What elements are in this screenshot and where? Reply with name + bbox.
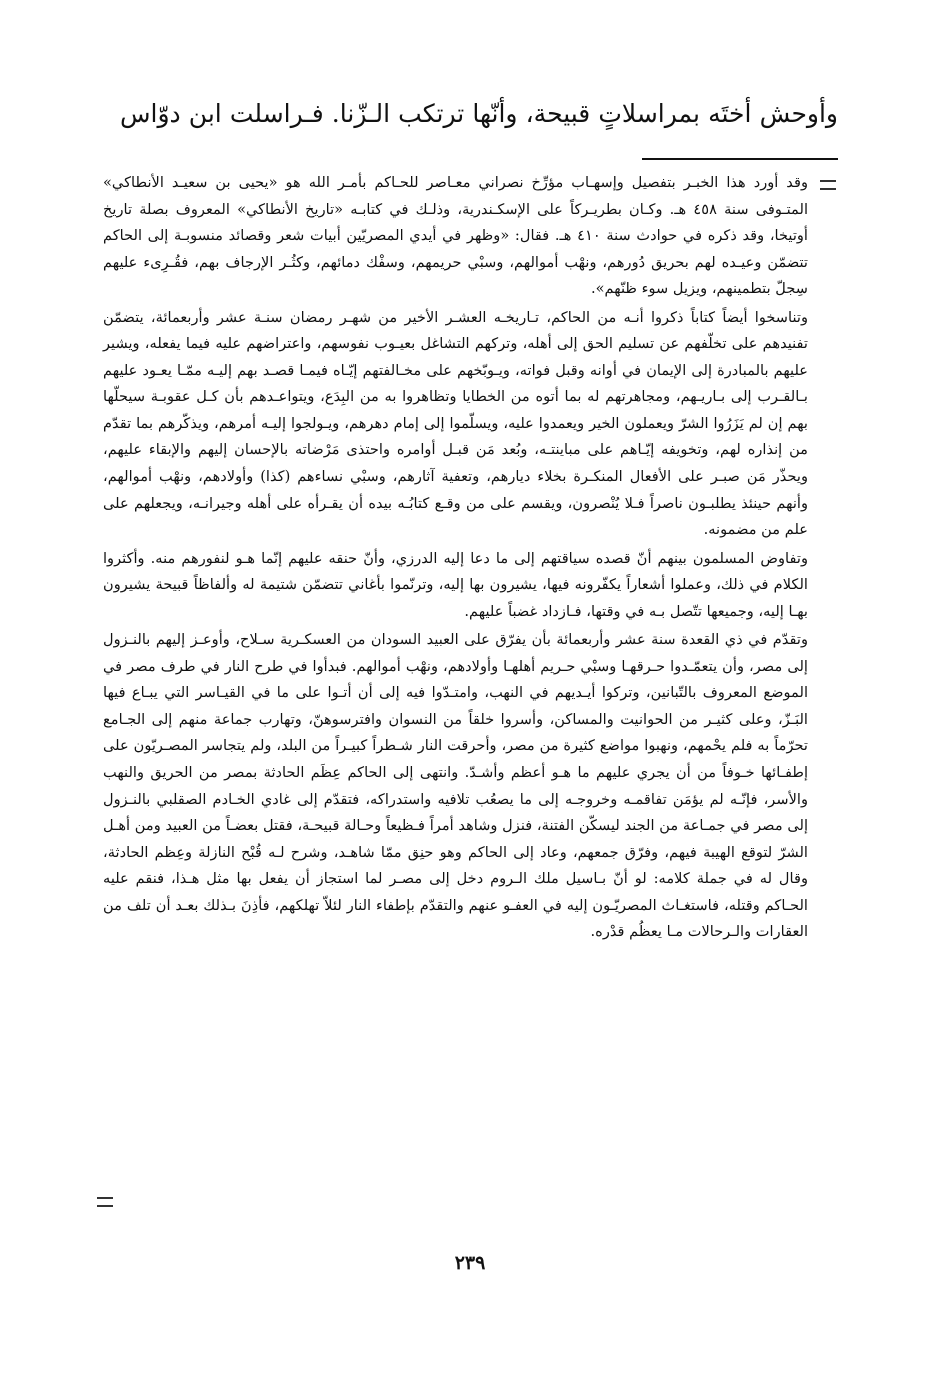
main-text-line: وأوحش أختَه بمراسلاتٍ قبيحة، وأنّها ترتكب الـزّنا. فـراسلت ابن دوّاس	[120, 99, 838, 128]
margin-mark-top-icon	[820, 180, 836, 190]
footnote-paragraph-2: وتناسخوا أيضاً كتاباً ذكروا أنـه من الحاكم، تـاريخـه العشـر الأخير من شهـر رمضان سنـة عشر وأربعمائة، يتضمّن تفنيدهم على تخلّفهم عن تسليم الحق إلى أهله، وتركهم التشاغل بعيـوب نفوسهم، واعتراضهم عليه فيما يفعله، ويشير عليهم بالمبادرة إلى الإيمان في أوانه وقبل فواته، ويـوبّخهم على مخـالفتهم إيّـاه فيمـا قصـد بهم إليـه ممّـا يعـود عليهم بـالقـرب إلى بـاريـهم، ومجاهرتهم له بما أتوه من الخطايا وتظاهروا به من البِدَع، ويتواعـدهم بأن كـل عقوبـة سيحلّها بهم إن لم يَزَرُوا الشرّ ويعملون الخير ويعمدوا عليه، ويسلّموا إلى إمام دهرهم، ويـولجوا إليـه أمرهم، ويذكّرهم بما تقدّم من إنذاره لهم، وتخويفه إيّـاهم على مباينتـه، وبُعد مَن قبـل أوامره واحتذى مَرْضاته بالإحسان إليهم والإبقاء عليهم، ويحذّر مَن صبـر على الأفعال المنكـرة بخلاء ديارهم، وتعفية آثارهم، وسبْي نساءهم (كذا) وأولادهم، ونهْب أموالهم، وأنهم حينئذ يطلبـون ناصراً فـلا يُنْصرون، ويقسم على من وقـع كتابُـه بيده أن يقـرأه على أهله وجيرانـه، ويجعلهم على علم من مضمونه.	[103, 308, 808, 539]
margin-mark-bottom-icon	[97, 1197, 113, 1207]
page-number: ٢٣٩	[454, 1252, 486, 1274]
footnote-paragraph-4: وتقدّم في ذي القعدة سنة عشر وأربعمائة بأن يفرّق على العبيد السودان من العسكـرية سـلاح، وأوعـز إليهم بالنـزول إلى مصر، وأن يتعمّـدوا حـرقهـا وسبْي حـريم أهلهـا وأولادهم، ونهْب أموالهم. فبدأوا في طرح النار في طرف مصر في الموضع المعروف بالتّبانين، وتركوا أيـديهم في النهب، وامتـدّوا فيه إلى أن أتـوا على ما في القيـاسر التي يبـاع فيها البَـزّ، وعلى كثيـر من الحوانيت والمساكن، وأسروا خلقاً من النسوان وافترسوهنّ، وتهارب جماعة منهم إلى الجـامع تحرّماً به فلم يحْمهم، ونهبوا مواضع كثيرة من مصر، وأحرقت النار شـطراً كبيـراً من البلد، ولم يتجاسر المصـريّون على إطفـائها خـوفاً من أن يجري عليهم ما هـو أعظم وأشـدّ. وانتهى إلى الحاكم عِظَم الحادثة بمصر من الحريق والنهب والأسر، فإنّـه لم يؤمَن تفاقمـه وخروجـه إلى ما يصعُب تلافيه واستدراكه، فتقدّم إلى غادي الخـادم الصقلبي بالنـزول إلى مصر في جمـاعة من الجند ليسكّن الفتنة، فنزل وشاهد أمراً فـظيعاً وحـالة قبيحـة، فقتل بعضـاً من العبيد ومن أهـل الشرّ لتوقع الهيبة فيهم، وفرّق جمعهم، وعاد إلى الحاكم وهو حنِق ممّا شاهـد، وشرح لـه قُبْح النازلة وعِظم الحادثة، وقال له في جملة كلامه: لو أنّ بـاسيل ملك الـروم دخل إلى مصـر لما استجاز أن يفعل بها مثل هـذا، فنقم عليه الحـاكم وقتله، فاستغـاث المصريّـون إليه في العفـو عنهم والتقدّم بإطفاء النار لئلاّ تهلكهم، فأذِنَ بـذلك بعـد أن تلف من العقارات والـرحالات مـا يعظُم قدْره.	[103, 631, 808, 941]
footnote-divider	[642, 158, 838, 160]
footnote-paragraph-3: وتفاوض المسلمون بينهم أنّ قصده سياقتهم إلى ما دعا إليه الدرزي، وأنّ حنقه عليهم إنّما هـو لنفورهم منه. وأكثروا الكلام في ذلك، وعملوا أشعاراً يكفّرونه فيها، يشيرون بها إليه، وترنّموا بأغاني تتضمّن شتيمة له وألفاظاً قبيحة يشيرون بهـا إليه، وجميعها تتّصل بـه في وقتها، فـازداد غضباً عليهم.	[103, 549, 808, 620]
footnotes-block	[103, 170, 808, 948]
footnote-paragraph-1: وقد أورد هذا الخبـر بتفصيل وإسهـاب مؤرِّخ نصراني معـاصر للحـاكم بأمـر الله هو «يحيى بن سعيـد الأنطاكي» المتـوفى سنة ٤٥٨ هـ. وكـان بطريـركاً على الإسكـندرية، وذلـك في كتابـه «تاريخ الأنطاكي» المعروف بصلة تاريخ أوتيخا، وقد ذكره في حوادث سنة ٤١٠ هـ. فقال: «وظهر في أيدي المصريّين أبيات شعر وقصائد منسوبـة إلى الحاكم تتضمّن وعيـده لهم بحريق دُورهم، ونهْب أموالهم، وسبْي حريمهم، وسفْك دمائهم، وكثُـر الإرجاف بهم، فقُـرِىء عليهم سِجلّ بتطمينهم، ويزيل سوء ظنّهم».	[103, 174, 808, 298]
